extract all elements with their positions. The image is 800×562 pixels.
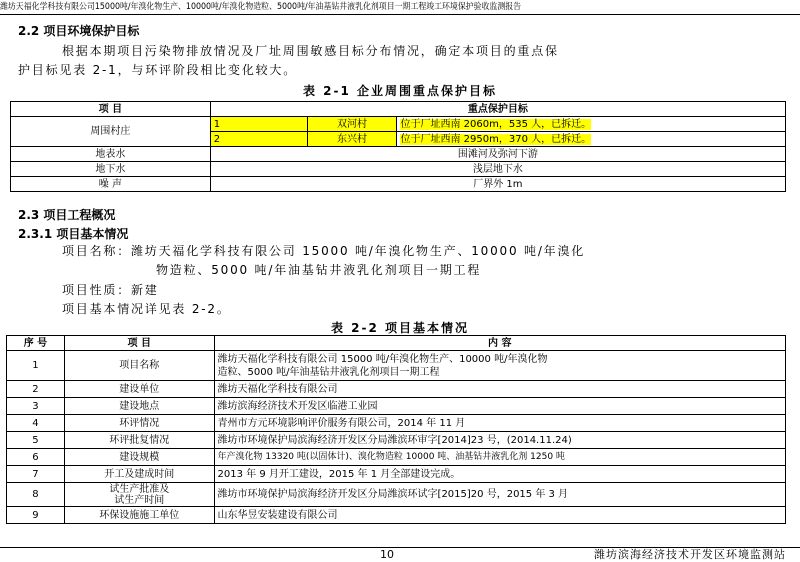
- table-2-2-header-item: 项 目: [64, 336, 214, 351]
- table-row: [7, 351, 786, 381]
- row-no-cell: 4: [7, 415, 65, 432]
- table-row: [7, 507, 786, 524]
- table-2-2-header-content: 内 容: [214, 336, 785, 351]
- table-2-2-header-no: 序 号: [7, 336, 65, 351]
- row-content-cell: [214, 351, 785, 381]
- project-name-line1: 项目名称：潍坊天福化学科技有限公司 15000 吨/年溴化物生产、10000 吨/年溴化: [62, 244, 586, 258]
- row-item-cell: [64, 483, 214, 507]
- table-row: [7, 466, 786, 483]
- item-cell: 地表水: [11, 147, 211, 162]
- village-desc-text: 位于厂址西南 2060m，535 人，已拆迁。: [400, 118, 592, 130]
- row-content-cell: 青州市方元环境影响评价服务有限公司，2014 年 11 月: [214, 415, 785, 432]
- footer-org: 潍坊滨海经济技术开发区环境监测站: [594, 548, 786, 561]
- page-header: [0, 0, 800, 15]
- table-row: [7, 432, 786, 449]
- table-row: [7, 381, 786, 398]
- village-name-cell: 双河村: [307, 117, 397, 132]
- row-content-cell: 潍坊市环境保护局滨海经济开发区分局潍滨环试字[2015]20 号，2015 年 3 月: [214, 483, 785, 507]
- section-2-2-para-line2: 护目标见表 2-1，与环评阶段相比变化较大。: [18, 63, 298, 77]
- village-desc-cell: [397, 117, 786, 132]
- header-text: 潍坊天福化学科技有限公司15000吨/年溴化物生产、10000吨/年溴化物造粒、5000吨/年油基钻井液乳化剂项目一期工程竣工环境保护验收监测报告: [0, 2, 522, 12]
- target-cell: 浅层地下水: [210, 162, 785, 177]
- row-item-line1: 试生产批准及: [109, 483, 170, 495]
- row-item-cell: 建设规模: [64, 449, 214, 466]
- row-no-cell: 8: [7, 483, 65, 507]
- section-2-3-title: 2.3 项目工程概况: [18, 208, 116, 222]
- project-name-line2: 物造粒、5000 吨/年油基钻井液乳化剂项目一期工程: [156, 263, 482, 277]
- row-content-line2: 造粒、5000 吨/年油基钻井液乳化剂项目一期工程: [217, 366, 440, 378]
- row-content-line1: 潍坊天福化学科技有限公司 15000 吨/年溴化物生产、10000 吨/年溴化物: [217, 353, 548, 365]
- row-no-cell: 6: [7, 449, 65, 466]
- see-table-2-2: 项目基本情况详见表 2-2。: [62, 302, 231, 316]
- table-2-1: [10, 101, 786, 192]
- row-item-cell: 环评批复情况: [64, 432, 214, 449]
- table-2-2: [6, 335, 786, 524]
- table-row: [11, 117, 786, 132]
- row-content-cell: 潍坊滨海经济技术开发区临港工业园: [214, 398, 785, 415]
- table-row: [11, 162, 786, 177]
- table-row: [11, 147, 786, 162]
- row-no-cell: 1: [7, 351, 65, 381]
- row-no-cell: 5: [7, 432, 65, 449]
- table-2-2-header-row: [7, 336, 786, 351]
- row-item-cell: 环保设施施工单位: [64, 507, 214, 524]
- village-desc-text: 位于厂址西南 2950m，370 人，已拆迁。: [400, 133, 592, 145]
- row-item-cell: 环评情况: [64, 415, 214, 432]
- table-2-1-header-target: 重点保护目标: [210, 102, 785, 117]
- row-item-cell: 建设单位: [64, 381, 214, 398]
- table-2-1-header-row: [11, 102, 786, 117]
- row-content-cell: 潍坊天福化学科技有限公司: [214, 381, 785, 398]
- project-nature: 项目性质：新建: [62, 283, 159, 297]
- village-no-cell: 2: [210, 132, 307, 147]
- village-no-cell: 1: [210, 117, 307, 132]
- table-row: [7, 483, 786, 507]
- page-number: 10: [380, 548, 394, 561]
- row-item-cell: 建设地点: [64, 398, 214, 415]
- row-no-cell: 9: [7, 507, 65, 524]
- table-2-2-caption: 表 2-2 项目基本情况: [330, 321, 470, 335]
- section-2-2-title: 2.2 项目环境保护目标: [18, 24, 140, 38]
- table-row: [7, 449, 786, 466]
- target-cell: 厂界外 1m: [210, 177, 785, 192]
- row-item-cell: 开工及建成时间: [64, 466, 214, 483]
- target-cell: 围滩河及弥河下游: [210, 147, 785, 162]
- row-content-cell: 年产溴化物 13320 吨(以固体计)、溴化物造粒 10000 吨、油基钻井液乳化剂 1250 吨: [214, 449, 785, 466]
- row-content-cell: 2013 年 9 月开工建设，2015 年 1 月全部建设完成。: [214, 466, 785, 483]
- row-no-cell: 2: [7, 381, 65, 398]
- row-no-cell: 7: [7, 466, 65, 483]
- village-label-cell: 周围村庄: [11, 117, 211, 147]
- item-cell: 地下水: [11, 162, 211, 177]
- table-row: [7, 415, 786, 432]
- table-2-1-header-item: 项 目: [11, 102, 211, 117]
- table-row: [11, 177, 786, 192]
- section-2-3-1-title: 2.3.1 项目基本情况: [18, 227, 129, 241]
- row-item-cell: 项目名称: [64, 351, 214, 381]
- row-content-cell: 山东华昱安装建设有限公司: [214, 507, 785, 524]
- row-no-cell: 3: [7, 398, 65, 415]
- page-footer: [0, 547, 800, 562]
- section-2-2-para-line1: 根据本期项目污染物排放情况及厂址周围敏感目标分布情况，确定本项目的重点保: [62, 44, 559, 58]
- table-2-1-caption: 表 2-1 企业周围重点保护目标: [302, 84, 498, 98]
- table-row: [7, 398, 786, 415]
- row-content-cell: 潍坊市环境保护局滨海经济开发区分局潍滨环审字[2014]23 号，(2014.11.24): [214, 432, 785, 449]
- village-desc-cell: [397, 132, 786, 147]
- row-item-line2: 试生产时间: [114, 494, 165, 506]
- village-name-cell: 东兴村: [307, 132, 397, 147]
- item-cell: 噪 声: [11, 177, 211, 192]
